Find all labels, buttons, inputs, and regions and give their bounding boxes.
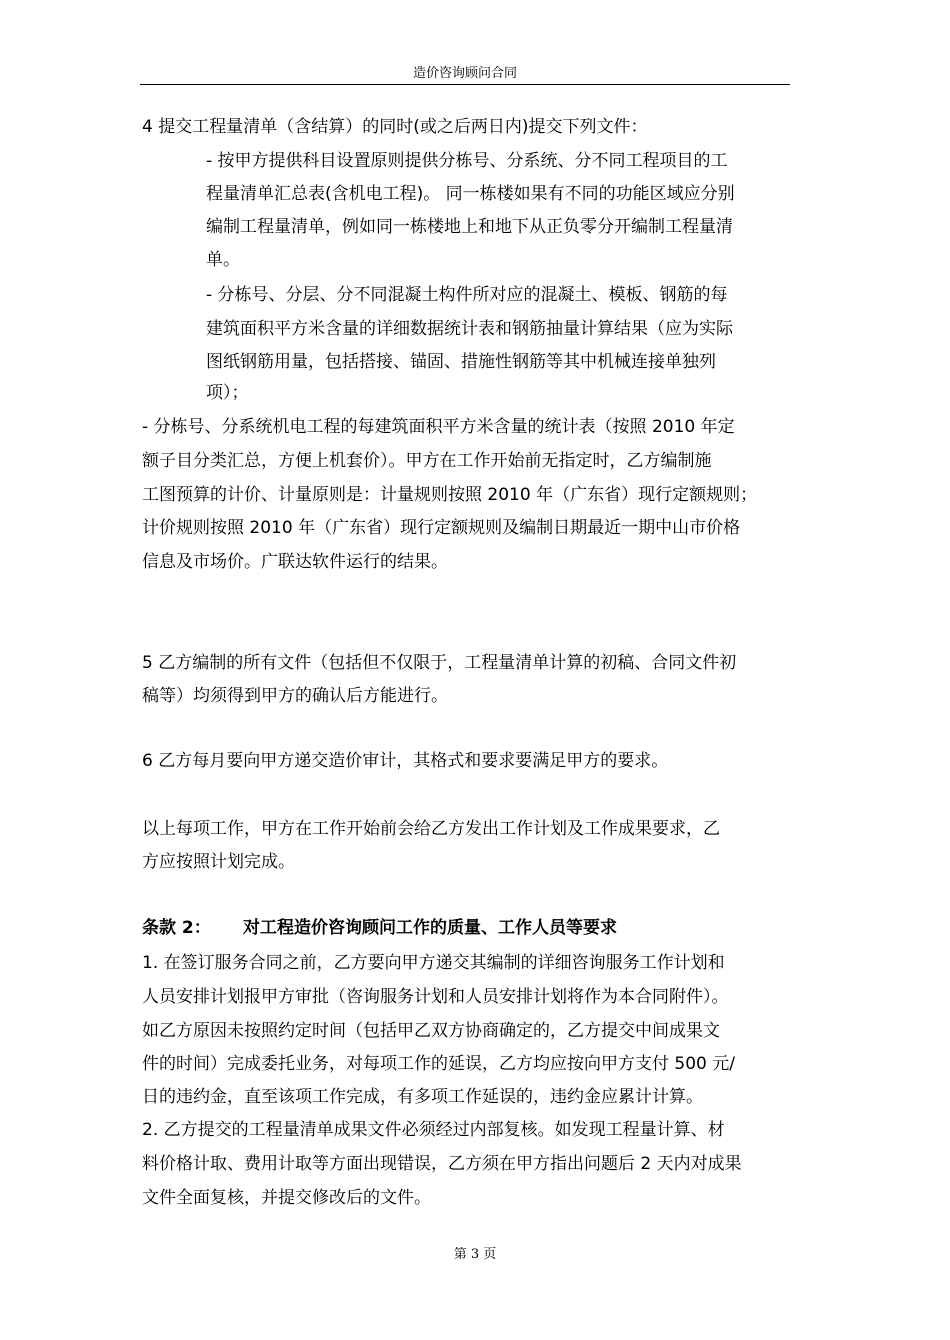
paragraph-line: 件的时间）完成委托业务，对每项工作的延误，乙方均应按向甲方支付 500 元/: [142, 1054, 735, 1074]
paragraph-line: 如乙方原因未按照约定时间（包括甲乙双方协商确定的，乙方提交中间成果文: [142, 1021, 720, 1041]
clause-label: 条款 2：: [142, 918, 211, 938]
paragraph-line: 6 乙方每月要向甲方递交造价审计，其格式和要求要满足甲方的要求。: [142, 751, 669, 771]
paragraph-line: 方应按照计划完成。: [142, 852, 295, 872]
paragraph-line: 料价格计取、费用计取等方面出现错误，乙方须在甲方指出问题后 2 天内对成果: [142, 1154, 742, 1174]
paragraph-line: 建筑面积平方米含量的详细数据统计表和钢筋抽量计算结果（应为实际: [206, 319, 733, 339]
paragraph-line: 5 乙方编制的所有文件（包括但不仅限于，工程量清单计算的初稿、合同文件初: [142, 653, 737, 673]
paragraph-line: 2. 乙方提交的工程量清单成果文件必须经过内部复核。如发现工程量计算、材: [142, 1120, 725, 1140]
paragraph-line: 工图预算的计价、计量原则是：计量规则按照 2010 年（广东省）现行定额规则；: [142, 485, 758, 505]
paragraph-line: 单。: [206, 250, 240, 270]
paragraph-line: 项）；: [206, 383, 249, 403]
paragraph-line: 图纸钢筋用量，包括搭接、锚固、措施性钢筋等其中机械连接单独列: [206, 352, 716, 372]
paragraph-line: - 分栋号、分层、分不同混凝土构件所对应的混凝土、模板、钢筋的每: [206, 285, 728, 305]
paragraph-line: 文件全面复核，并提交修改后的文件。: [142, 1188, 431, 1208]
paragraph-line: 计价规则按照 2010 年（广东省）现行定额规则及编制日期最近一期中山市价格: [142, 518, 741, 538]
document-header-title: 造价咨询顾问合同: [412, 66, 517, 81]
page-number: 第 3 页: [453, 1247, 497, 1262]
paragraph-line: 稿等）均须得到甲方的确认后方能进行。: [142, 686, 448, 706]
paragraph-line: 人员安排计划报甲方审批（咨询服务计划和人员安排计划将作为本合同附件）。: [142, 987, 729, 1007]
paragraph-line: 4 提交工程量清单（含结算）的同时(或之后两日内)提交下列文件：: [142, 117, 648, 137]
paragraph-line: 1. 在签订服务合同之前，乙方要向甲方递交其编制的详细咨询服务工作计划和: [142, 953, 725, 973]
paragraph-line: 程量清单汇总表(含机电工程)。 同一栋楼如果有不同的功能区域应分别: [206, 184, 735, 204]
clause-title: 对工程造价咨询顾问工作的质量、工作人员等要求: [243, 918, 617, 938]
paragraph-line: 编制工程量清单，例如同一栋楼地上和地下从正负零分开编制工程量清: [206, 217, 733, 237]
header-divider: [140, 84, 790, 85]
paragraph-line: 日的违约金，直至该项工作完成，有多项工作延误的，违约金应累计计算。: [142, 1087, 703, 1107]
paragraph-line: 信息及市场价。广联达软件运行的结果。: [142, 552, 448, 572]
paragraph-line: - 按甲方提供科目设置原则提供分栋号、分系统、分不同工程项目的工: [206, 151, 728, 171]
paragraph-line: - 分栋号、分系统机电工程的每建筑面积平方米含量的统计表（按照 2010 年定: [142, 417, 735, 437]
paragraph-line: 额子目分类汇总，方便上机套价）。甲方在工作开始前无指定时，乙方编制施: [142, 451, 712, 471]
paragraph-line: 以上每项工作，甲方在工作开始前会给乙方发出工作计划及工作成果要求，乙: [142, 819, 720, 839]
